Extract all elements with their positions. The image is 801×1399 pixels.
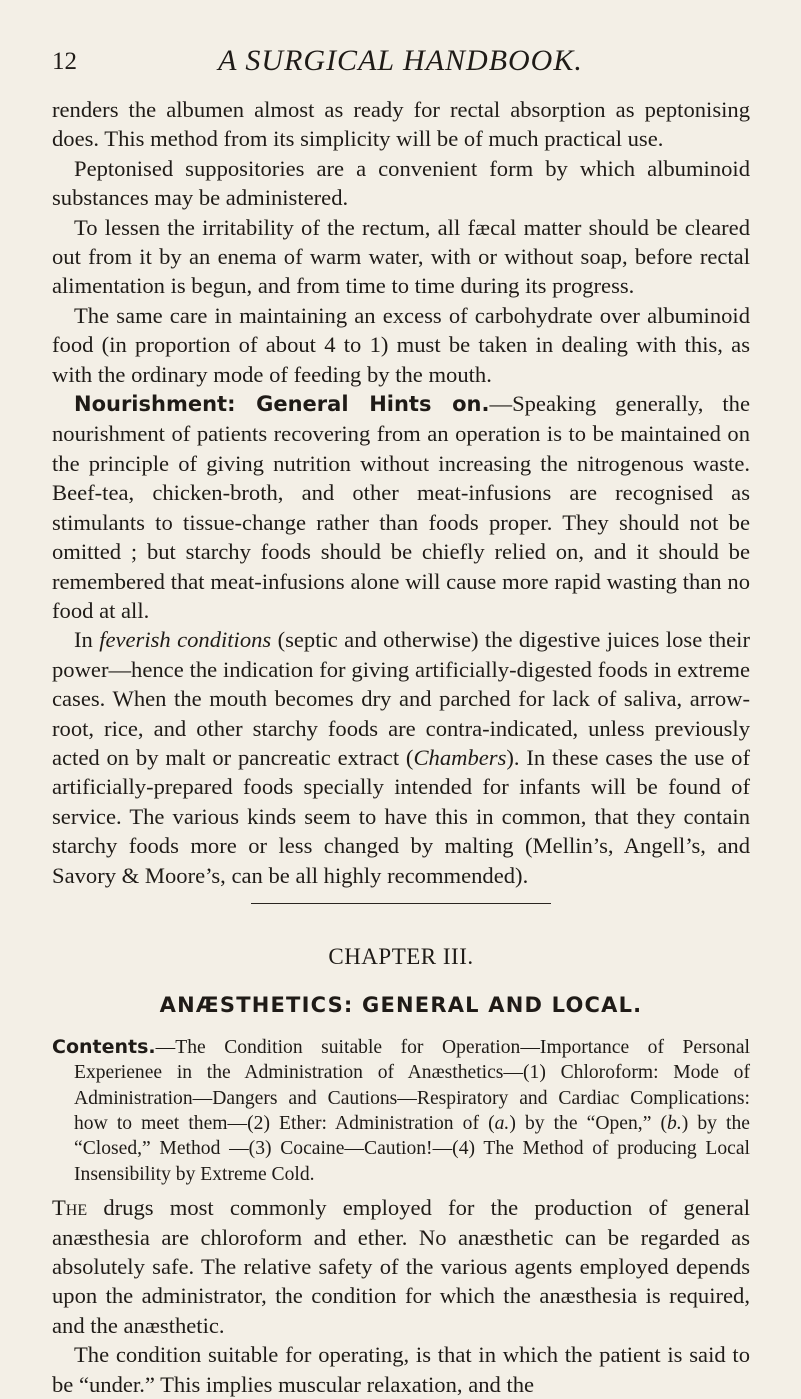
feverish-text-start: In: [74, 627, 100, 653]
page-body: [52, 95, 750, 1399]
feverish-conditions-italic: feverish conditions: [99, 627, 272, 653]
chapter-divider-rule: [251, 903, 551, 904]
contents-label: Contents.: [52, 1035, 156, 1058]
contents-text-a: —The Condition suitable for Operation—Importance of Personal Experienee in the Administration of Anæsthetics—(1) Chloroform: Mode of Administration—Dangers and Cautions—Respiratory and Cardiac Complications: how to meet them—(2) Ether: Administration of (: [74, 1036, 750, 1134]
paragraph-4: The same care in maintaining an excess of carbohydrate over albuminoid food (in proportion of about 4 to 1) must be taken in dealing with this, as with the ordinary mode of feeding by the mouth.: [52, 302, 750, 387]
paragraph-3: To lessen the irritability of the rectum, all fæcal matter should be cleared out from it by an enema of warm water, with or without soap, before rectal alimentation is begun, and from time to time during its progress.: [52, 214, 750, 299]
chapter-title: ANÆSTHETICS: GENERAL AND LOCAL.: [159, 993, 643, 1018]
chapter-contents: [52, 1035, 750, 1187]
running-title: A SURGICAL HANDBOOK.: [218, 44, 583, 77]
page-header: [52, 44, 749, 84]
contents-text-c: ) by the “Closed,” Method —(3) Cocaine—Caution!—(4) The Method of producing Local Insensibility by Extreme Cold.: [74, 1113, 750, 1185]
paragraph-condition: The condition suitable for operating, is that in which the patient is said to be “under.” This implies muscular relaxation, and the: [52, 1342, 750, 1397]
paragraph-nourishment: [52, 389, 750, 625]
feverish-text-end: ). In these cases the use of artificially-prepared foods specially intended for infants will be found of service. The various kinds seem to have this in common, that they contain starchy foods more or less changed by malting (Mellin’s, Angell’s, and Savory & Moore’s, can be all highly recommended).: [52, 744, 750, 888]
paragraph-feverish: [52, 625, 750, 890]
page-number: 12: [52, 48, 77, 75]
drop-word: The: [52, 1195, 88, 1221]
contents-letter-b: b.: [667, 1113, 682, 1134]
paragraph-2: Peptonised suppositories are a convenient form by which albuminoid substances may be administered.: [52, 155, 750, 211]
contents-text-b: ) by the “Open,” (: [509, 1113, 668, 1134]
feverish-text-middle: (septic and otherwise) the digestive juices lose their power—hence the indication for giving artificially-digested foods in extreme cases. When the mouth becomes dry and parched for lack of saliva, arrow-root, rice, and other starchy foods are contra-indicated, unless previously acted on by malt or pancreatic extract (: [52, 627, 750, 770]
contents-letter-a: a.: [494, 1113, 510, 1134]
drugs-text: drugs most commonly employed for the production of general anæsthesia are chloroform and ether. No anæsthetic can be regarded as absolutely safe. The relative safety of the various agents employed depends upon the administrator, the condition for which the anæsthesia is required, and the anæsthetic.: [52, 1195, 750, 1338]
section-heading-nourishment: Nourishment: General Hints on.: [74, 392, 490, 417]
paragraph-1: renders the albumen almost as ready for rectal absorption as peptonising does. This method from its simplicity will be of much practical use.: [52, 97, 750, 152]
paragraph-drugs: [52, 1193, 750, 1340]
chambers-reference: Chambers: [413, 744, 507, 770]
chapter-number: CHAPTER III.: [328, 943, 474, 969]
nourishment-text: —Speaking generally, the nourishment of patients recovering from an operation is to be maintained on the principle of giving nutrition without increasing the nitrogenous waste. Beef-tea, chicken-broth, and other meat-infusions are recognised as stimulants to tissue-change rather than foods proper. They should not be omitted ; but starchy foods should be chiefly relied on, and it should be remembered that meat-infusions alone will cause more rapid wasting than no food at all.: [52, 391, 750, 623]
